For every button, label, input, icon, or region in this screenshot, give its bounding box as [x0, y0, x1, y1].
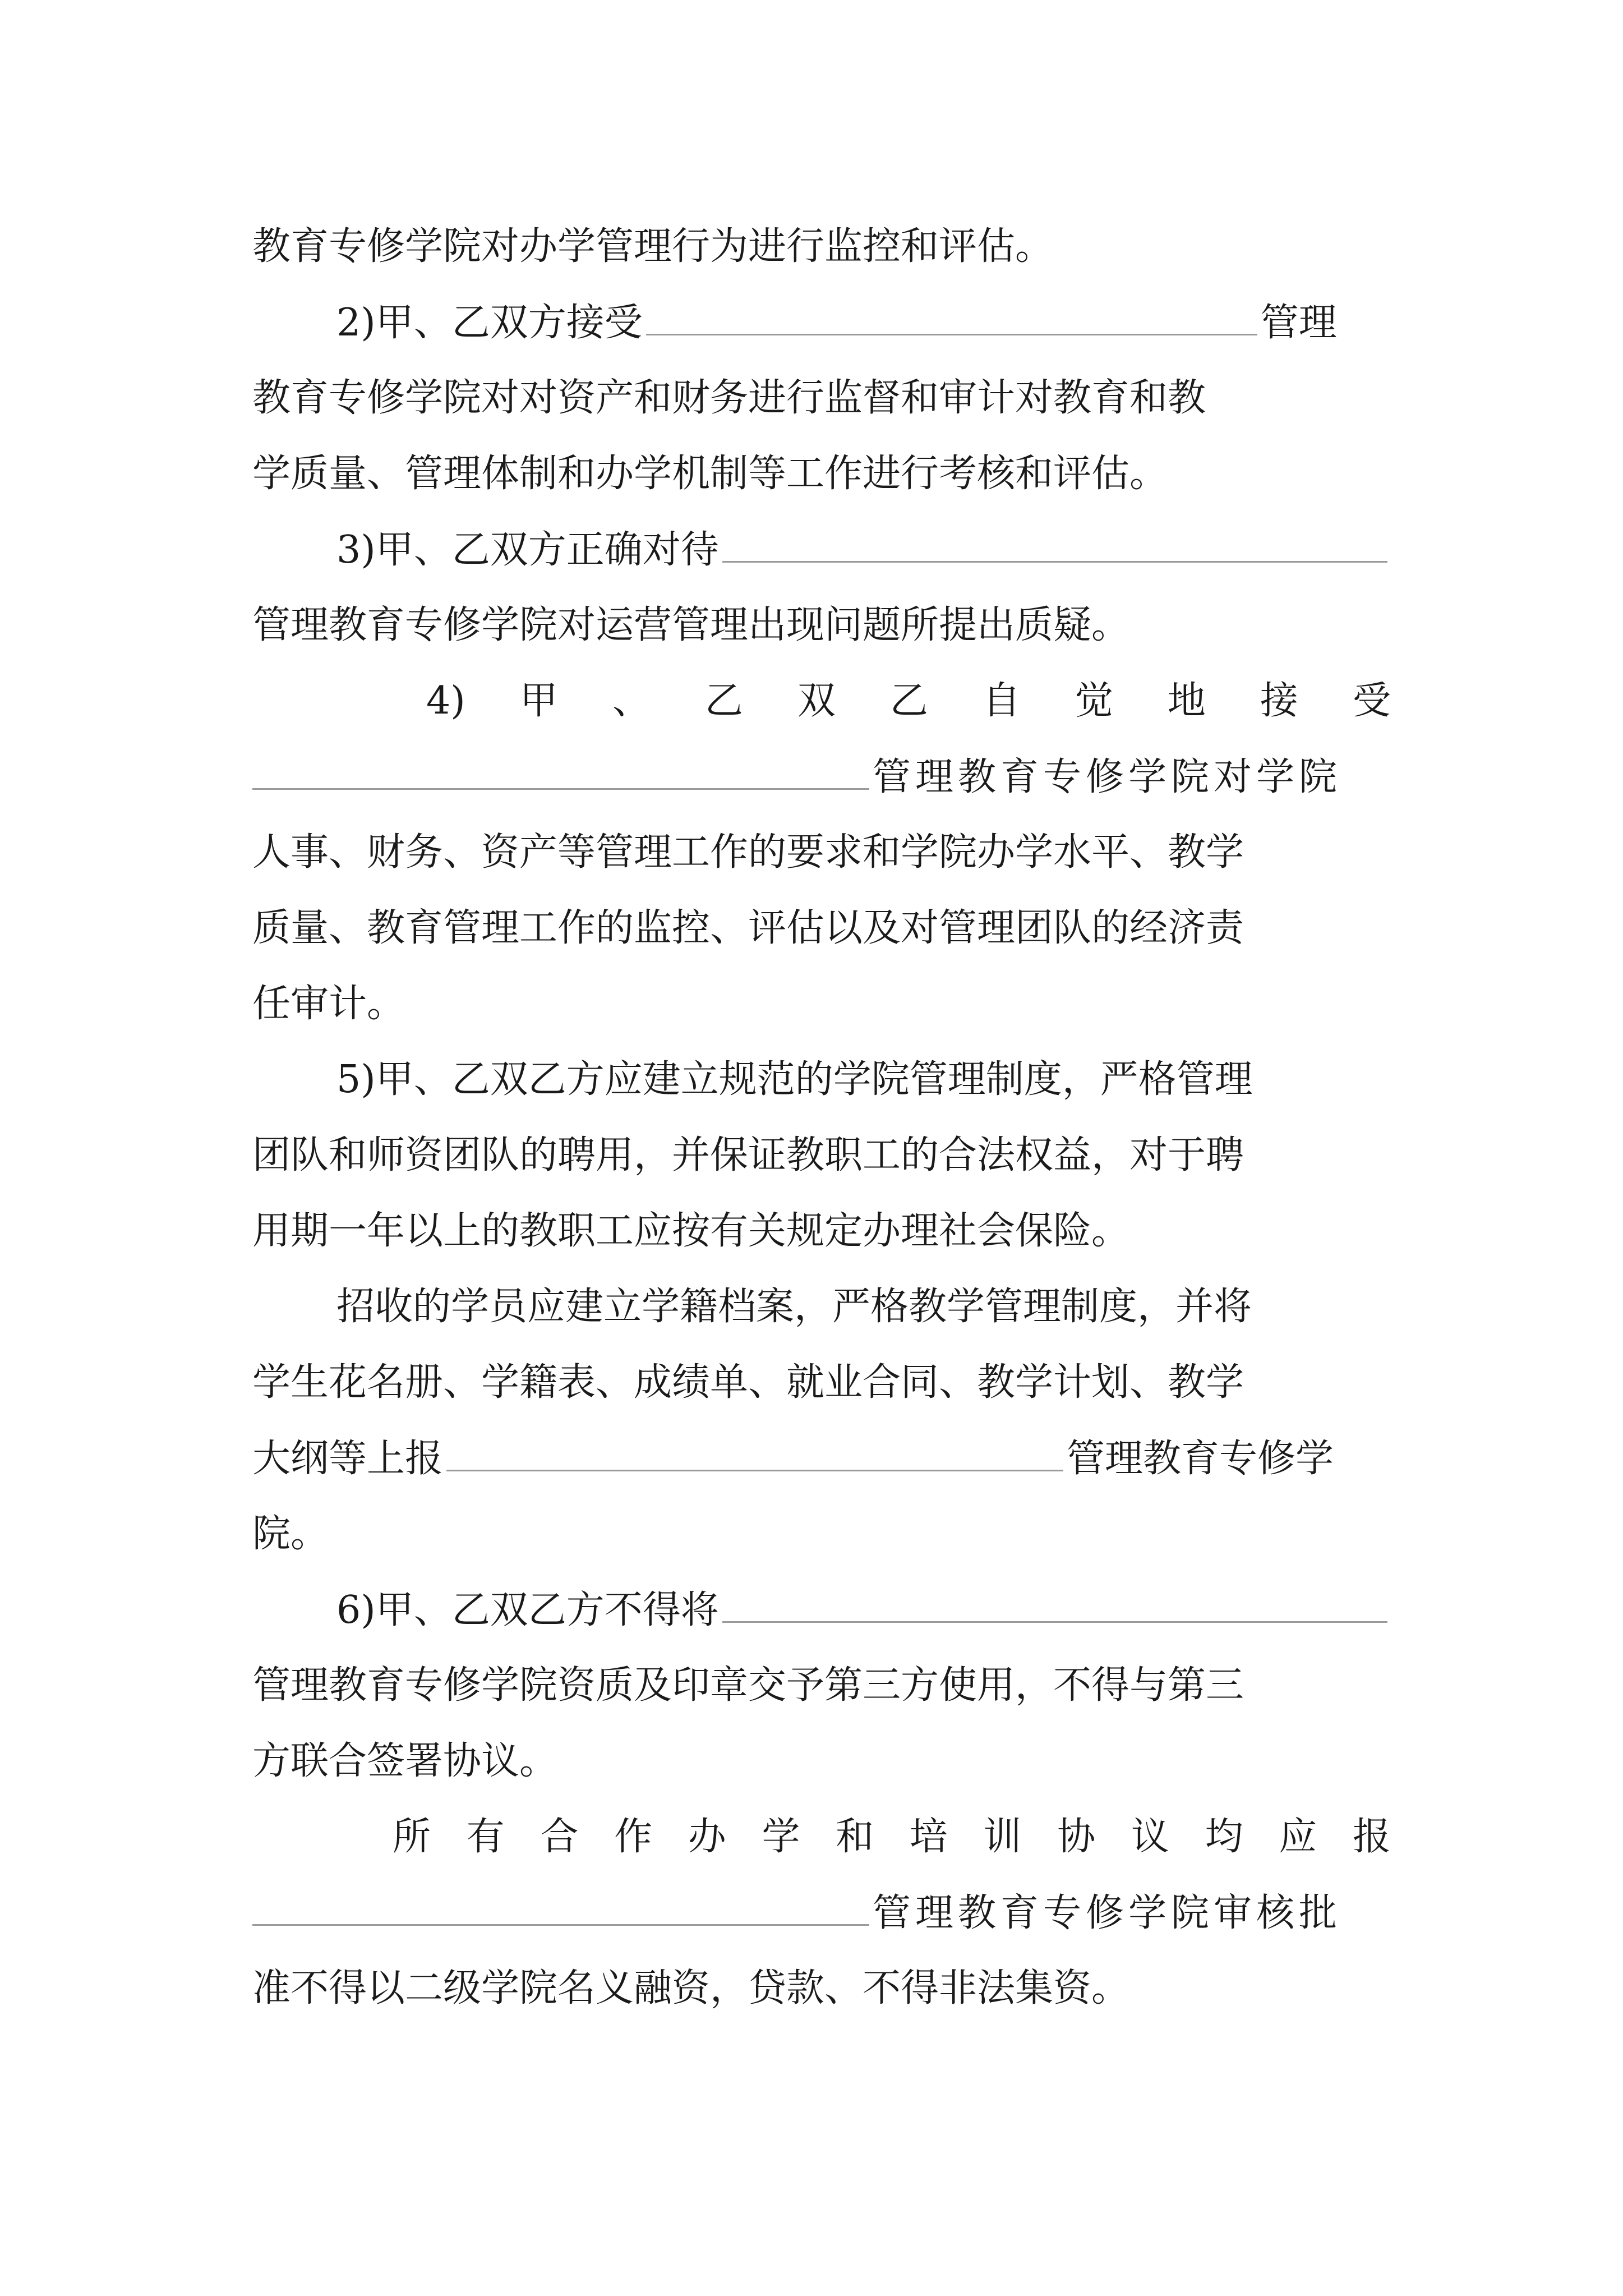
fill-in-blank[interactable] [252, 1879, 869, 1926]
paragraph-6-prefix: 6)甲、乙双乙方不得将 [336, 1588, 719, 1632]
paragraph-2-line-1 [336, 289, 1391, 356]
p7-token: 和 [836, 1815, 874, 1859]
p7-token: 办 [688, 1815, 726, 1859]
paragraph-3-line-1 [336, 516, 1391, 583]
p4-token: 乙 [704, 679, 743, 723]
paragraph-2-suffix: 管理 [1260, 301, 1337, 345]
paragraph-5-line-1: 5)甲、乙双乙方应建立规范的学院管理制度，严格管理 [336, 1057, 1253, 1102]
p4-token: 甲 [519, 679, 558, 723]
paragraph-5b-line-4: 院。 [252, 1512, 329, 1556]
paragraph-5b-line-1: 招收的学员应建立学籍档案，严格教学管理制度，并将 [336, 1285, 1252, 1329]
paragraph-4-line-2 [252, 743, 1391, 811]
p4-token: 、 [612, 679, 651, 723]
p4-token: 觉 [1075, 679, 1113, 723]
p7-token: 作 [614, 1815, 653, 1859]
paragraph-7-line-1 [393, 1803, 1391, 1871]
paragraph-4-line-5: 任审计。 [252, 982, 405, 1026]
p7-token: 培 [909, 1815, 948, 1859]
p4-token: 地 [1167, 679, 1206, 723]
p7-token: 协 [1057, 1815, 1096, 1859]
p7-token: 报 [1352, 1815, 1391, 1859]
paragraph-3-prefix: 3)甲、乙双方正确对待 [336, 528, 719, 572]
p4-token: 自 [982, 679, 1021, 723]
paragraph-4-line-2-suffix: 管理教育专修学院对学院 [873, 755, 1342, 799]
paragraph-5b-line-3 [252, 1425, 1391, 1492]
paragraph-4-line-3: 人事、财务、资产等管理工作的要求和学院办学水平、教学 [252, 830, 1244, 875]
p7-token: 议 [1131, 1815, 1169, 1859]
p4-token: 双 [797, 679, 836, 723]
p7-token: 训 [983, 1815, 1022, 1859]
paragraph-4-line-4: 质量、教育管理工作的监控、评估以及对管理团队的经济责 [252, 906, 1244, 950]
p7-token: 所 [393, 1815, 431, 1859]
p4-token: 受 [1352, 679, 1391, 723]
paragraph-7-line-2 [252, 1879, 1391, 1947]
paragraph-5b-line-3-suffix: 管理教育专修学 [1067, 1437, 1334, 1481]
paragraph-5b-line-2: 学生花名册、学籍表、成绩单、就业合同、教学计划、教学 [252, 1360, 1244, 1405]
paragraph-6-line-2: 管理教育专修学院资质及印章交予第三方使用，不得与第三 [252, 1663, 1244, 1708]
paragraph-3-line-2: 管理教育专修学院对运营管理出现问题所提出质疑。 [252, 603, 1130, 647]
p4-token: 接 [1260, 679, 1298, 723]
p4-token: 乙 [889, 679, 928, 723]
paragraph-4-line-1 [426, 668, 1391, 735]
paragraph-2-prefix: 2)甲、乙双方接受 [336, 301, 643, 345]
fill-in-blank[interactable] [646, 289, 1257, 335]
paragraph-6-line-3: 方联合签署协议。 [252, 1739, 558, 1783]
fill-in-blank[interactable] [252, 743, 869, 790]
p7-token: 学 [762, 1815, 800, 1859]
paragraph-5-line-2: 团队和师资团队的聘用，并保证教职工的合法权益，对于聘 [252, 1133, 1244, 1177]
p7-token: 均 [1205, 1815, 1243, 1859]
paragraph-2-line-3: 学质量、管理体制和办学机制等工作进行考核和评估。 [252, 452, 1168, 496]
p4-token: 4) [426, 679, 465, 723]
paragraph-7-line-2-suffix: 管理教育专修学院审核批 [873, 1891, 1342, 1935]
paragraph-1-line: 教育专修学院对办学管理行为进行监控和评估。 [252, 224, 1054, 269]
paragraph-5-line-3: 用期一年以上的教职工应按有关规定办理社会保险。 [252, 1209, 1130, 1253]
fill-in-blank[interactable] [722, 1576, 1387, 1623]
paragraph-5b-line-3-prefix: 大纲等上报 [252, 1437, 444, 1481]
paragraph-2-line-2: 教育专修学院对对资产和财务进行监督和审计对教育和教 [252, 376, 1206, 420]
fill-in-blank[interactable] [446, 1425, 1063, 1471]
paragraph-7-line-3: 准不得以二级学院名义融资，贷款、不得非法集资。 [252, 1966, 1130, 2010]
p7-token: 合 [540, 1815, 579, 1859]
p7-token: 应 [1279, 1815, 1317, 1859]
fill-in-blank[interactable] [722, 516, 1387, 563]
paragraph-6-line-1 [336, 1576, 1391, 1644]
p7-token: 有 [466, 1815, 505, 1859]
